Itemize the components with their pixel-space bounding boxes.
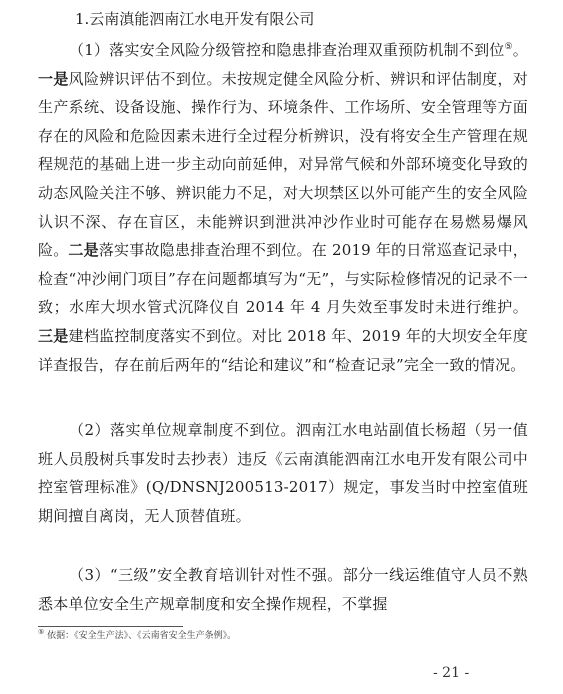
footnote-reference: ⑤ bbox=[504, 42, 513, 52]
section-heading: 1.云南滇能泗南江水电开发有限公司 bbox=[75, 10, 315, 28]
point-3-text: 建档监控制度落实不到位。对比 2018 年、2019 年的大坝安全年度详查报告，存在前后两年的“结论和建议”和“检查记录”完全一致的情况。 bbox=[38, 326, 529, 374]
footnote-divider bbox=[38, 626, 183, 627]
paragraph-1-separator: 。 bbox=[512, 41, 528, 59]
paragraph-2: （2）落实单位规章制度不到位。泗南江水电站副值长杨超（另一值班人员殷树兵事发时去抄表）违反《云南滇能泗南江水电开发有限公司中控室管理标准》(Q/DNSNJ200513-2017）规定，事发当时中控室值班期间擅自离岗，无人顶替值班。 bbox=[38, 421, 528, 525]
point-1-text: 风险辨识评估不到位。未按规定健全风险分析、辨识和评估制度，对生产系统、设备设施、操作行为、环境条件、工作场所、安全管理等方面存在的风险和危险因素未进行全过程分析辨识，没有将安全生产管理在规程规范的基础上进一步主动向前延伸，对异常气候和外部环境变化导致的动态风险关注不够、辨识能力不足，对大坝禁区以外可能产生的安全风险认识不深、存在盲区，未能辨识到泄洪冲沙作业时可能存在易燃易爆风险。 bbox=[38, 69, 528, 260]
paragraph-1 bbox=[38, 36, 528, 379]
footnote-mark: ⑤ bbox=[38, 628, 45, 636]
page-number: - 21 - bbox=[433, 665, 470, 681]
paragraph-3: （3）“三级”安全教育培训针对性不强。部分一线运维值守人员不熟悉本单位安全生产规章制度和安全操作规程，不掌握 bbox=[38, 566, 528, 613]
point-2-label: 二是 bbox=[68, 241, 99, 260]
point-1-label: 一是 bbox=[38, 69, 69, 88]
paragraph-1-lead: （1）落实安全风险分级管控和隐患排查治理双重预防机制不到位 bbox=[69, 41, 505, 59]
point-3-label: 三是 bbox=[38, 326, 69, 345]
footnote-text: 依据：《安全生产法》、《云南省安全生产条例》。 bbox=[44, 631, 237, 641]
point-2-text: 落实事故隐患排查治理不到位。在 2019 年的日常巡查记录中，检查“冲沙闸门项目”存在问题都填写为“无”，与实际检修情况的记录不一致；水库大坝水管式沉降仪自 2014 年 4 月失效至事发时未进行维护。 bbox=[38, 241, 528, 317]
footnote bbox=[38, 630, 236, 642]
